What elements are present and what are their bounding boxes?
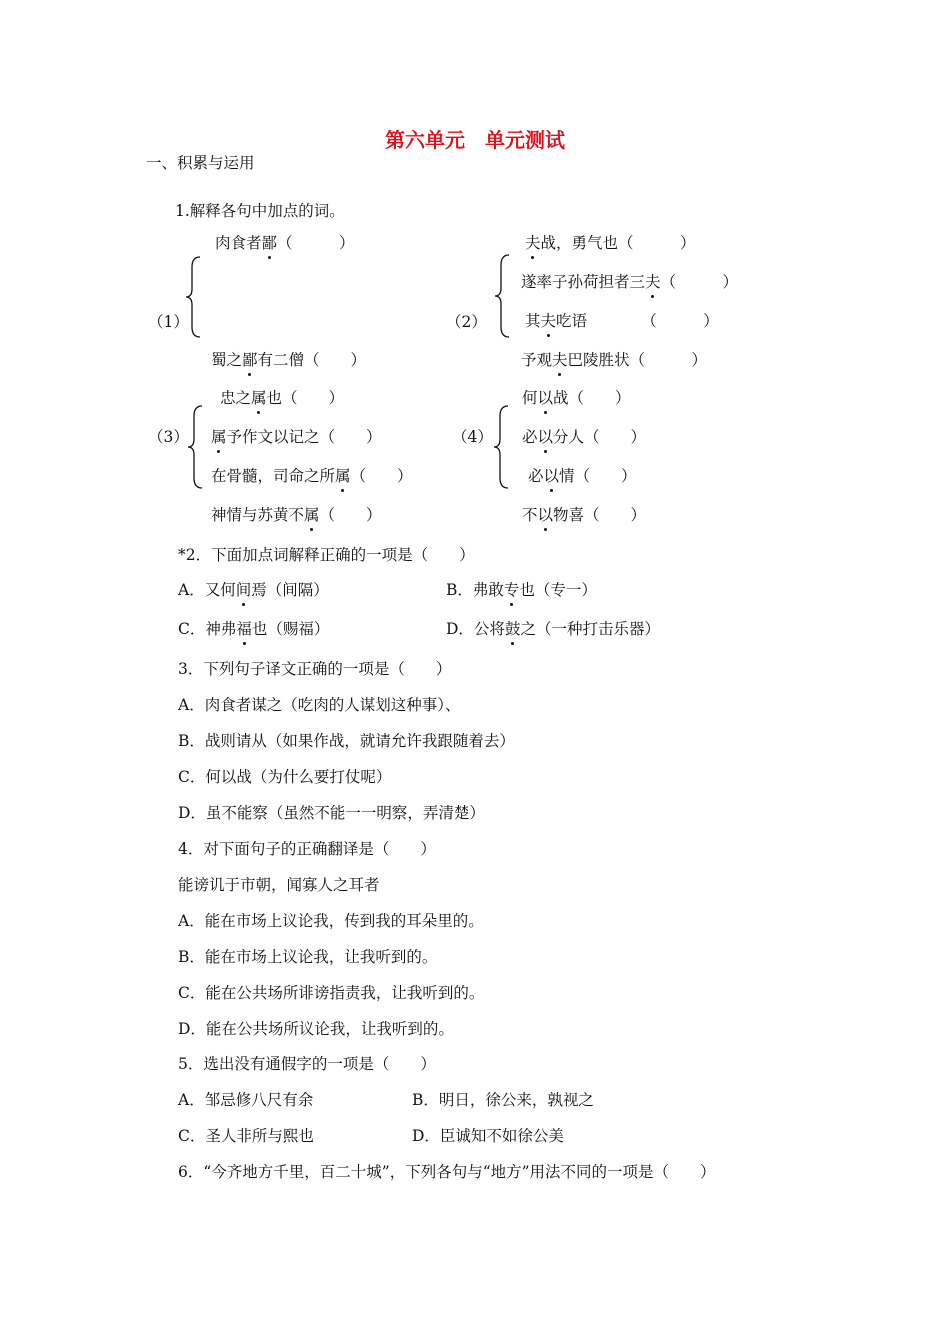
group-3-label: （3） — [148, 428, 189, 446]
question-4-option-c: C．能在公共场所诽谤指责我，让我听到的。 — [178, 984, 485, 1002]
page-title: 第六单元 单元测试 — [385, 128, 565, 152]
section-heading: 一、积累与运用 — [146, 154, 255, 172]
group-2-item: 遂率子孙荷担者三夫（ ） — [521, 273, 739, 291]
group-1-item: 肉食者鄙（ ） — [215, 234, 355, 252]
question-4-stem: 4．对下面句子的正确翻译是（ ） — [178, 840, 436, 858]
group-3-item: 忠之属也（ ） — [220, 389, 345, 407]
group-4-item: 必以分人（ ） — [522, 428, 647, 446]
group-4-item: 何以战（ ） — [522, 389, 631, 407]
question-6-stem: 6．“今齐地方千里，百二十城”，下列各句与“地方”用法不同的一项是（ ） — [178, 1163, 716, 1181]
group-3-brace — [186, 404, 206, 490]
question-3-option-c: C．何以战（为什么要打仗呢） — [178, 768, 392, 786]
group-3-item: 属予作文以记之（ ） — [211, 428, 382, 446]
question-3-option-a: A．肉食者谋之（吃肉的人谋划这种事）、 — [178, 696, 461, 714]
question-5-option-d: D．臣诚知不如徐公美 — [412, 1127, 564, 1145]
group-2-item: 予观夫巴陵胜状（ ） — [521, 351, 708, 369]
group-4-item: 不以物喜（ ） — [522, 506, 647, 524]
group-2-item: 其夫吃语 （ ） — [525, 312, 719, 330]
group-4-brace — [492, 404, 512, 490]
question-5-option-b: B．明日，徐公来，孰视之 — [412, 1091, 594, 1109]
group-4-label: （4） — [452, 428, 493, 446]
question-2-option-c: C．神弗福也（赐福） — [178, 620, 330, 638]
group-3-item: 神情与苏黄不属（ ） — [211, 506, 382, 524]
group-1-item: 蜀之鄙有二僧（ ） — [211, 351, 367, 369]
question-3-stem: 3．下列句子译文正确的一项是（ ） — [178, 660, 452, 678]
question-3-option-b: B．战则请从（如果作战，就请允许我跟随着去） — [178, 732, 515, 750]
question-4-sentence: 能谤讥于市朝，闻寡人之耳者 — [178, 876, 380, 894]
question-2-option-a: A．又何间焉（间隔） — [178, 581, 329, 599]
question-5-option-a: A．邹忌修八尺有余 — [178, 1091, 314, 1109]
group-2-item: 夫战，勇气也（ ） — [525, 234, 696, 252]
question-2-stem: *2．下面加点词解释正确的一项是（ ） — [178, 546, 475, 564]
question-2-option-d: D．公将鼓之（一种打击乐器） — [446, 620, 660, 638]
group-2-label: （2） — [446, 313, 487, 331]
question-2-option-b: B．弗敢专也（专一） — [446, 581, 597, 599]
group-2-brace — [493, 253, 513, 339]
question-4-option-d: D．能在公共场所议论我，让我听到的。 — [178, 1020, 454, 1038]
question-3-option-d: D．虽不能察（虽然不能一一明察，弄清楚） — [178, 804, 485, 822]
group-1-brace — [184, 255, 204, 339]
question-4-option-b: B．能在市场上议论我，让我听到的。 — [178, 948, 438, 966]
group-1-label: （1） — [148, 313, 189, 331]
question-4-option-a: A．能在市场上议论我，传到我的耳朵里的。 — [178, 912, 484, 930]
question-1-stem: 1.解释各句中加点的词。 — [175, 202, 345, 220]
question-5-option-c: C．圣人非所与熙也 — [178, 1127, 314, 1145]
group-4-item: 必以情（ ） — [528, 467, 637, 485]
question-5-stem: 5．选出没有通假字的一项是（ ） — [178, 1055, 436, 1073]
group-3-item: 在骨髓，司命之所属（ ） — [211, 467, 413, 485]
